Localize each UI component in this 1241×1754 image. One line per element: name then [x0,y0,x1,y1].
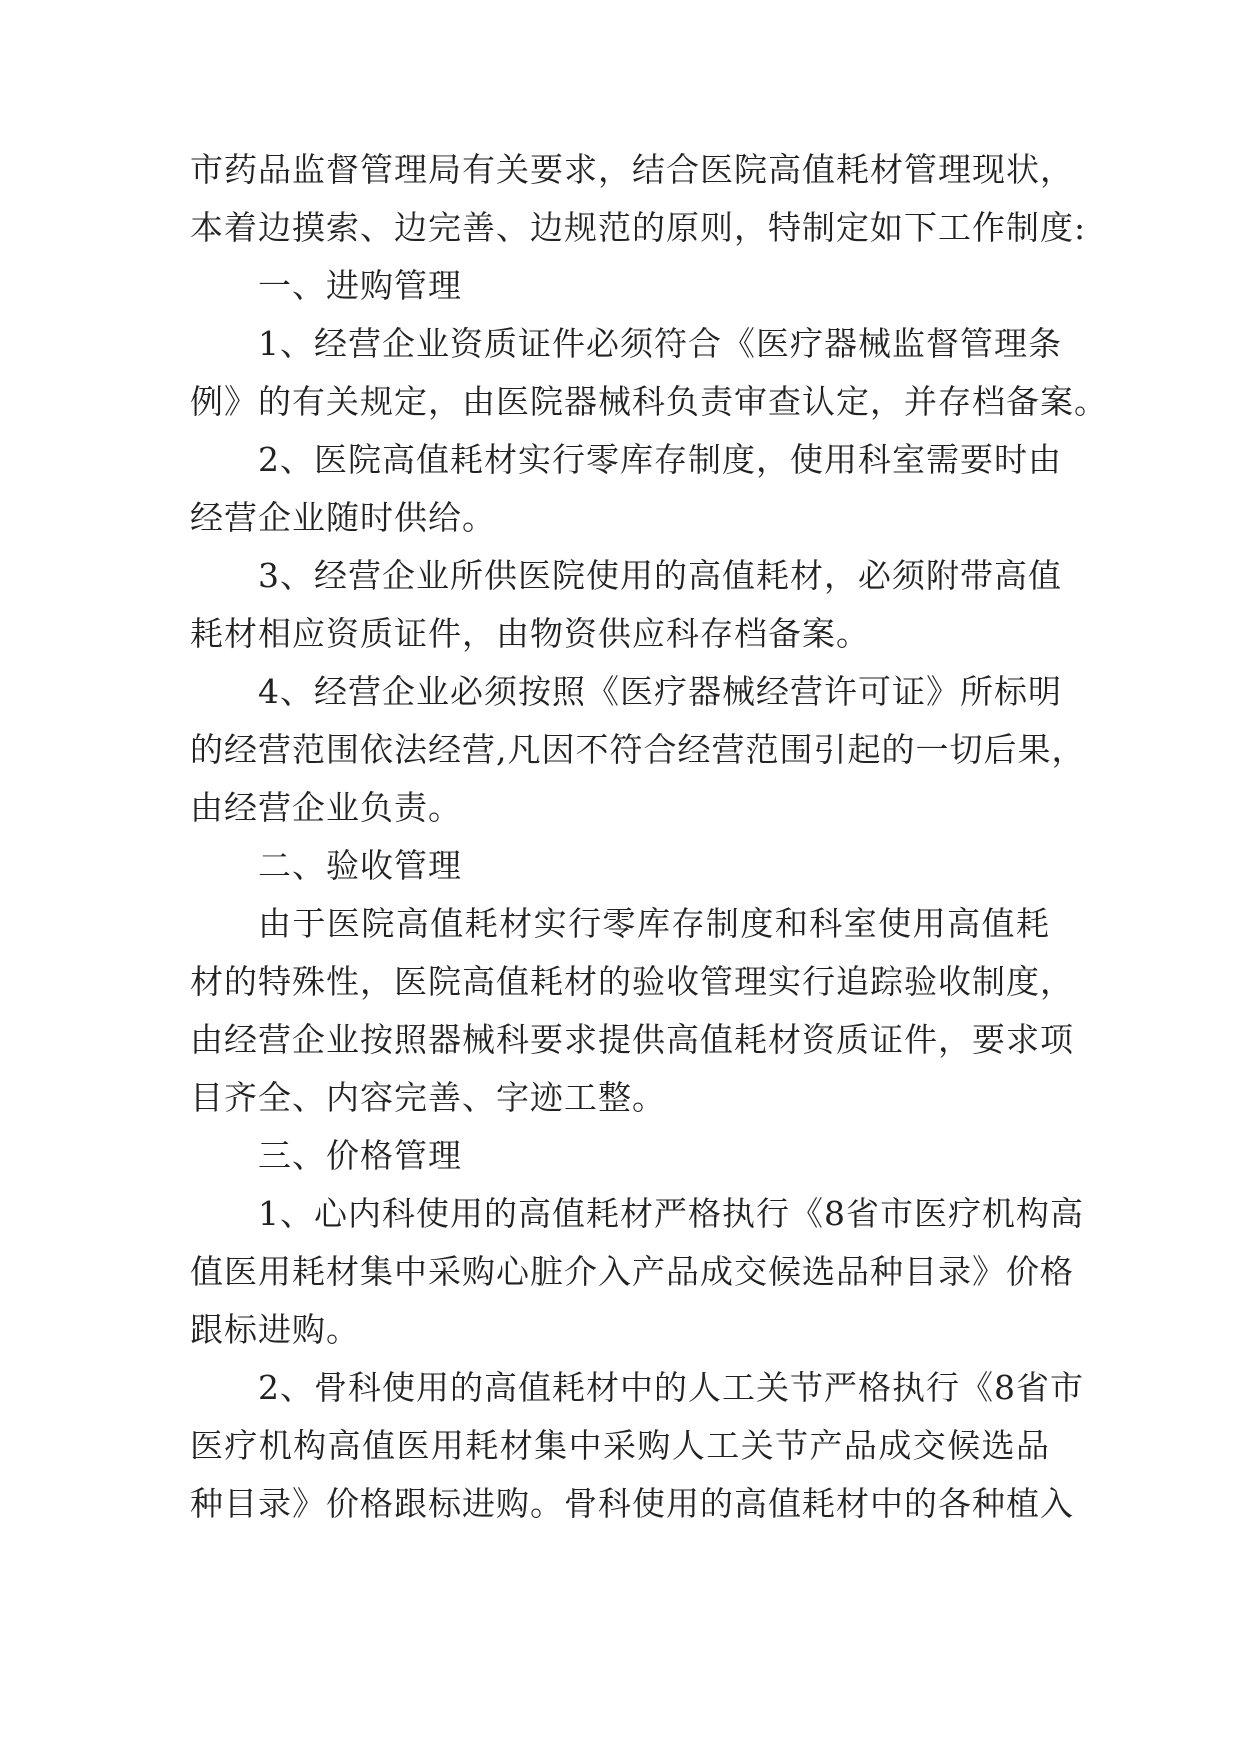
text-line: 的经营范围依法经营,凡因不符合经营范围引起的一切后果， [190,730,1086,769]
paragraph-line: 由于医院高值耗材实行零库存制度和科室使用高值耗 [258,904,1050,943]
text-line: 耗材相应资质证件，由物资供应科存档备案。 [190,614,870,653]
paragraph-line: 1、经营企业资质证件必须符合《医疗器械监督管理条 [258,324,1062,363]
text-line: 本着边摸索、边完善、边规范的原则，特制定如下工作制度: [190,208,1087,247]
text-line: 例》的有关规定，由医院器械科负责审查认定，并存档备案。 [190,382,1108,421]
section-heading-acceptance: 二、验收管理 [258,846,462,885]
section-heading-purchase: 一、进购管理 [258,266,462,305]
paragraph-line: 1、心内科使用的高值耗材严格执行《8省市医疗机构高 [258,1194,1084,1233]
paragraph-line: 2、骨科使用的高值耗材中的人工关节严格执行《8省市 [258,1368,1084,1407]
text-line: 市药品监督管理局有关要求，结合医院高值耗材管理现状， [190,150,1074,189]
text-line: 材的特殊性，医院高值耗材的验收管理实行追踪验收制度， [190,962,1074,1001]
text-line: 种目录》价格跟标进购。骨科使用的高值耗材中的各种植入 [190,1484,1074,1523]
text-line: 经营企业随时供给。 [190,498,496,537]
paragraph-line: 3、经营企业所供医院使用的高值耗材，必须附带高值 [258,556,1062,595]
paragraph-line: 4、经营企业必须按照《医疗器械经营许可证》所标明 [258,672,1062,711]
section-heading-price: 三、价格管理 [258,1136,462,1175]
text-line: 值医用耗材集中采购心脏介入产品成交候选品种目录》价格 [190,1252,1074,1291]
text-line: 由经营企业按照器械科要求提供高值耗材资质证件，要求项 [190,1020,1074,1059]
paragraph-line: 2、医院高值耗材实行零库存制度，使用科室需要时由 [258,440,1062,479]
text-line: 由经营企业负责。 [190,788,462,827]
text-line: 跟标进购。 [190,1310,360,1349]
text-line: 目齐全、内容完善、字迹工整。 [190,1078,666,1117]
text-line: 医疗机构高值医用耗材集中采购人工关节产品成交候选品 [190,1426,1050,1465]
